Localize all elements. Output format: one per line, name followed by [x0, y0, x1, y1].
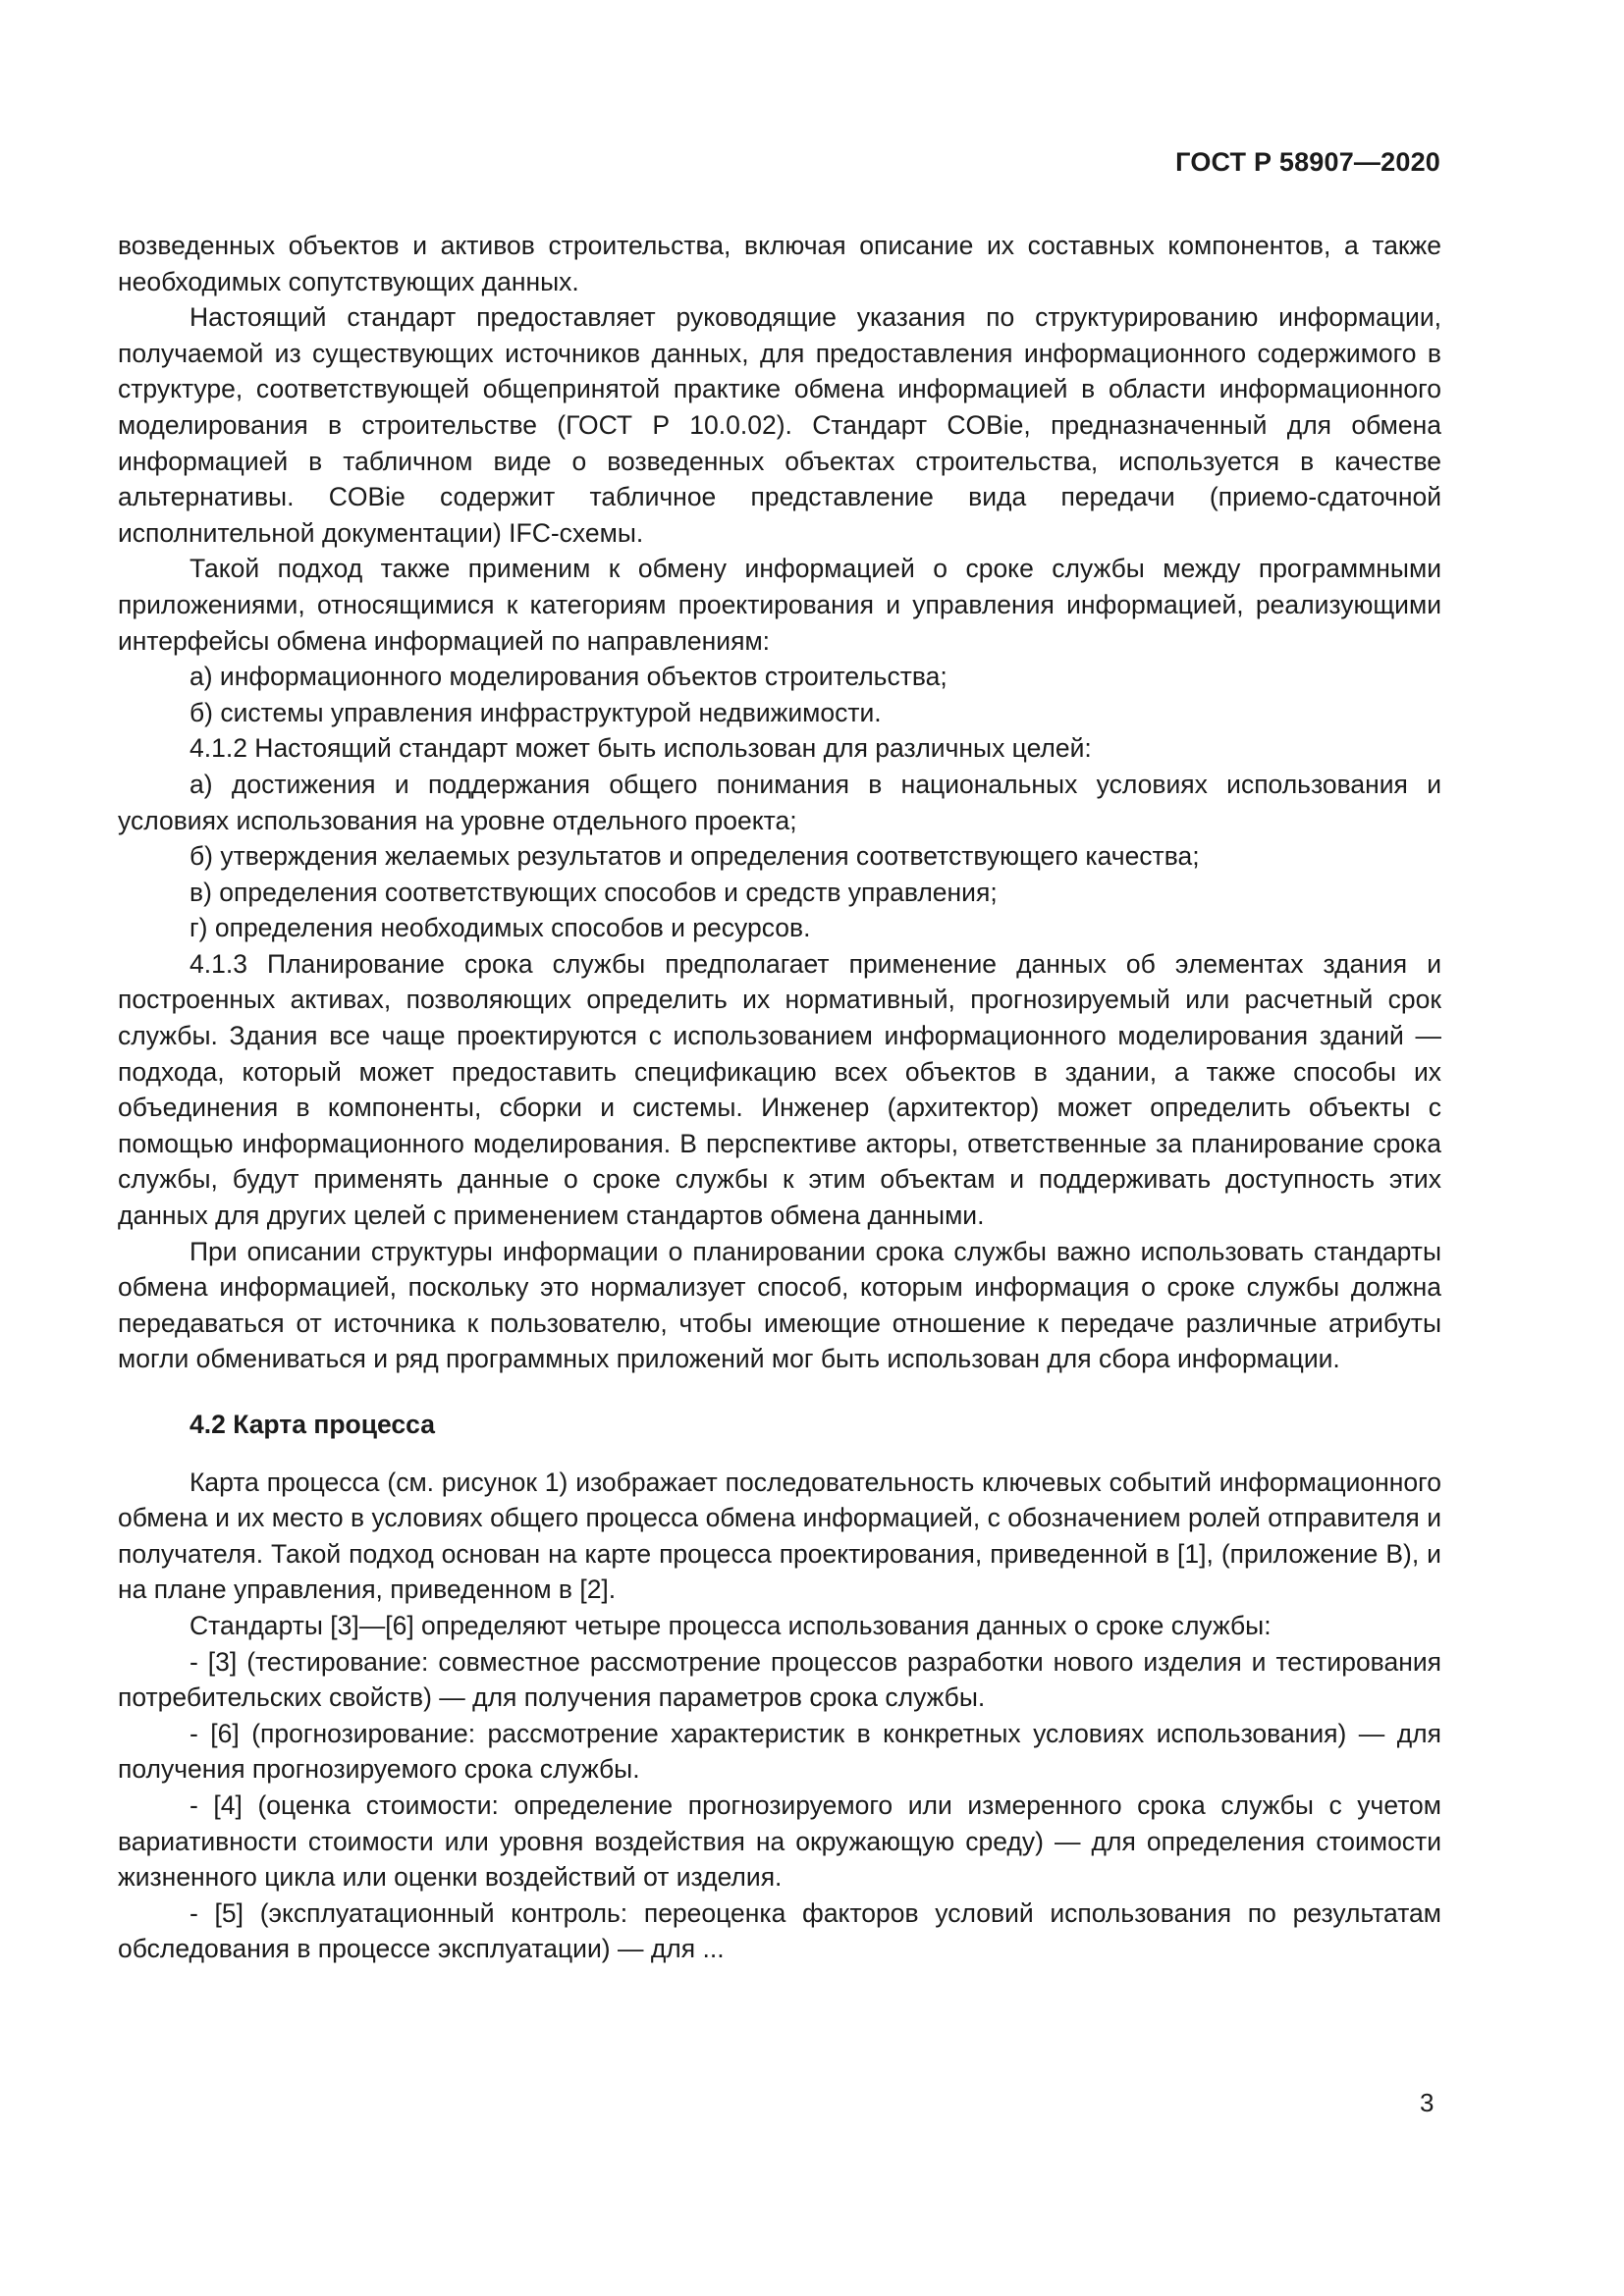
paragraph: Настоящий стандарт предоставляет руководящие указания по структурированию информации, получаемой из существующих источников данных, для предоставления информационного содержимого в структуре, соответствующей общепринятой практике обмена информацией в области информационного моделирования в строительстве (ГОСТ Р 10.0.02). Стандарт COBie, предназначенный для обмена информацией в табличном виде о возведенных объектах строительства, используется в качестве альтернативы. COBie содержит табличное представление вида передачи (приемо-сдаточной исполнительной документации) IFC-схемы.	[118, 302, 1441, 548]
paragraph: а) достижения и поддержания общего понимания в национальных условиях использования и условиях использования на уровне отдельного проекта;	[118, 769, 1441, 835]
paragraph: Такой подход также применим к обмену информацией о сроке службы между программными приложениями, относящимися к категориям проектирования и управления информацией, реализующими интерфейсы обмена информацией по направлениям:	[118, 554, 1441, 656]
document-header: ГОСТ Р 58907—2020	[1175, 147, 1440, 177]
paragraph: - [4] (оценка стоимости: определение прогнозируемого или измеренного срока службы с учетом вариативности стоимости или уровня воздействия на окружающую среду) — для определения стоимости жизненного цикла или оценки воздействий от изделия.	[118, 1789, 1441, 1893]
paragraph: 4.1.3 Планирование срока службы предполагает применение данных об элементах здания и построенных активах, позволяющих определить их нормативный, прогнозируемый или расчетный срок службы. Здания все чаще проектируются с использованием информационного моделирования зданий — подхода, который может предоставить спецификацию всех объектов в здании, а также способы их объединения в компоненты, сборки и системы. Инженер (архитектор) может определить объекты с помощью информационного моделирования. В перспективе акторы, ответственные за планирование срока службы, будут применять данные о сроке службы к этим объектам и поддерживать доступность этих данных для других целей с применением стандартов обмена данными.	[118, 948, 1441, 1231]
paragraph: - [6] (прогнозирование: рассмотрение характеристик в конкретных условиях использования) — для получения прогнозируемого срока службы.	[118, 1718, 1441, 1785]
paragraph: 4.1.2 Настоящий стандарт может быть использован для различных целей:	[189, 733, 1092, 764]
section-heading: 4.2 Карта процесса	[189, 1410, 435, 1439]
paragraph: - [3] (тестирование: совместное рассмотрение процессов разработки нового изделия и тестирования потребительских свойств) — для получения параметров срока службы.	[118, 1646, 1441, 1713]
document-body	[118, 228, 1441, 1967]
paragraph: - [5] (эксплуатационный контроль: переоценка факторов условий использования по результатам обследования в процессе эксплуатации) — для ...	[118, 1897, 1441, 1964]
paragraph: б) системы управления инфраструктурой недвижимости.	[189, 697, 882, 727]
paragraph: г) определения необходимых способов и ресурсов.	[189, 913, 811, 943]
paragraphs-top	[118, 228, 1441, 1377]
paragraph: б) утверждения желаемых результатов и определения соответствующего качества;	[189, 841, 1200, 872]
paragraph: в) определения соответствующих способов и средств управления;	[189, 877, 998, 907]
page-number: 3	[1420, 2088, 1435, 2117]
paragraph: а) информационного моделирования объектов строительства;	[189, 662, 947, 692]
paragraph: возведенных объектов и активов строительства, включая описание их составных компонентов, а также необходимых сопутствующих данных.	[118, 231, 1441, 296]
paragraph: Карта процесса (см. рисунок 1) изображает последовательность ключевых событий информационного обмена и их место в условиях общего процесса обмена информацией, с обозначением ролей отправителя и получателя. Такой подход основан на карте процесса проектирования, приведенной в [1], (приложение В), и на плане управления, приведенном в [2].	[118, 1467, 1441, 1605]
paragraph: При описании структуры информации о планировании срока службы важно использовать стандарты обмена информацией, поскольку это нормализует способ, которым информация о сроке службы должна передаваться от источника к пользователю, чтобы имеющие отношение к передаче различные атрибуты могли обмениваться и ряд программных приложений мог быть использован для сбора информации.	[118, 1236, 1441, 1374]
paragraph: Стандарты [3]—[6] определяют четыре процесса использования данных о сроке службы:	[189, 1610, 1272, 1640]
paragraphs-bottom	[118, 1465, 1441, 1967]
